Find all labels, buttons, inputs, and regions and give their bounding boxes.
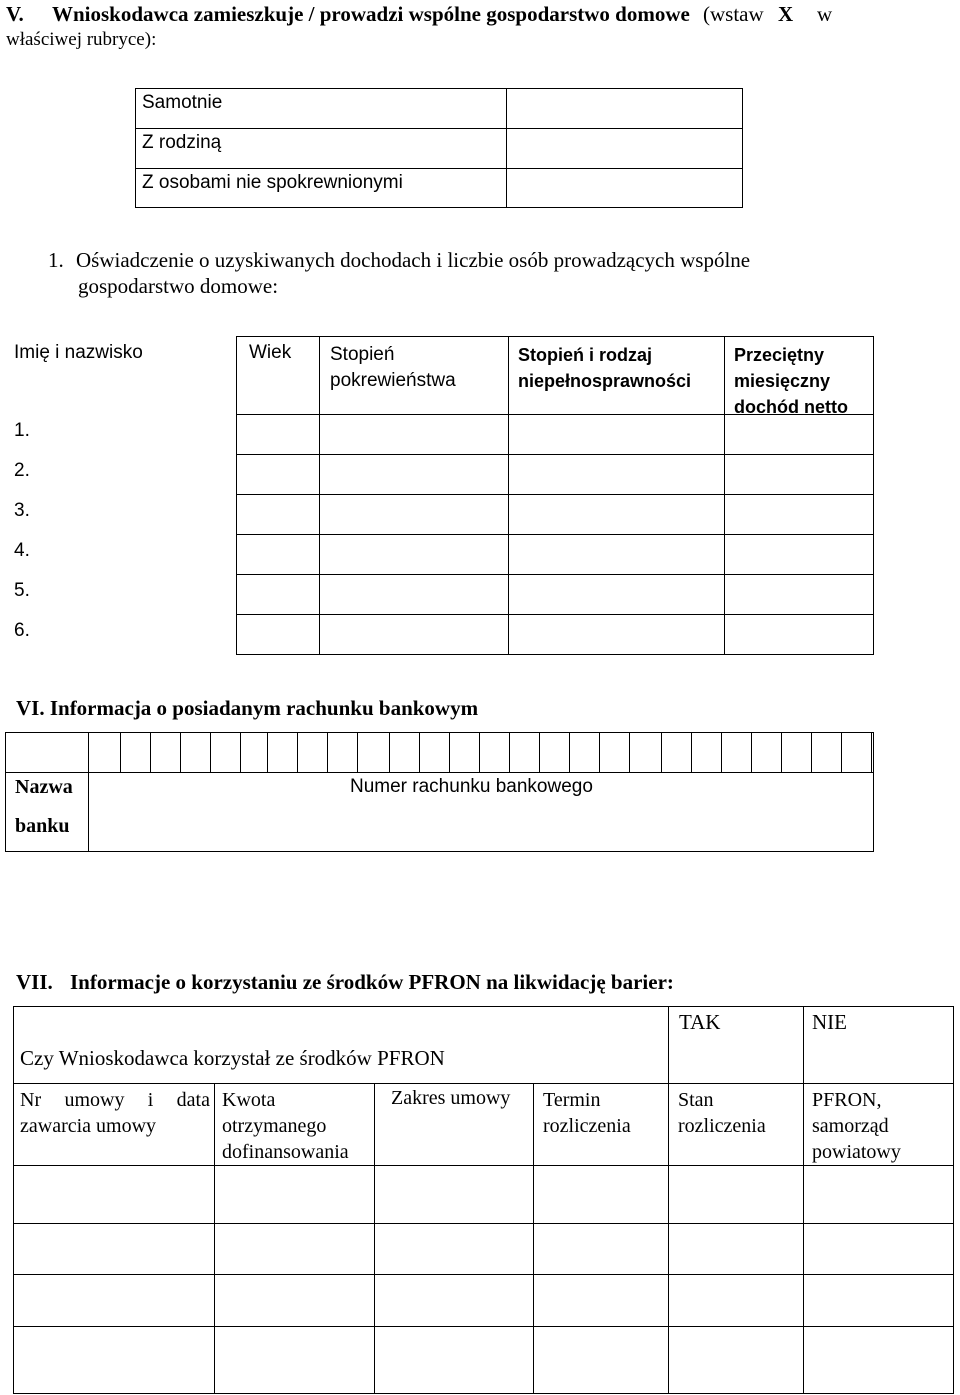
statement-line2: gospodarstwo domowe:: [78, 274, 279, 298]
option-samotnie: Samotnie: [142, 92, 223, 113]
header-scope: Zakres umowy: [391, 1087, 511, 1109]
checkbox-z-osobami[interactable]: [507, 169, 742, 207]
digit-box-divider: [479, 732, 480, 772]
section-v-heading: Wnioskodawca zamieszkuje / prowadzi wspólne gospodarstwo domowe: [52, 2, 690, 26]
no-label: NIE: [812, 1010, 847, 1034]
digit-box-divider: [811, 732, 812, 772]
digit-box-divider: [267, 732, 268, 772]
digit-box-divider: [180, 732, 181, 772]
digit-box-divider: [240, 732, 241, 772]
option-z-osobami: Z osobami nie spokrewnionymi: [142, 172, 403, 193]
digit-box-divider: [419, 732, 420, 772]
section-vii-number: VII.: [16, 970, 53, 994]
digit-box-divider: [449, 732, 450, 772]
bank-name-label: Nazwa: [15, 776, 73, 798]
digit-box-divider: [210, 732, 211, 772]
section-vi-heading: VI. Informacja o posiadanym rachunku bankowym: [16, 696, 479, 720]
digit-box-divider: [721, 732, 722, 772]
digit-box-divider: [841, 732, 842, 772]
header-name: Imię i nazwisko: [14, 342, 143, 363]
digit-box-divider: [509, 732, 510, 772]
header-income: Przeciętny miesięczny dochód netto: [734, 345, 848, 417]
pfron-question: Czy Wnioskodawca korzystał ze środków PFRON: [20, 1046, 445, 1070]
digit-box-divider: [150, 732, 151, 772]
header-disability: Stopień i rodzaj niepełnosprawności: [518, 345, 692, 391]
digit-box-divider: [751, 732, 752, 772]
statement-number: 1.: [48, 248, 64, 272]
header-status: Stan rozliczenia: [678, 1089, 766, 1137]
digit-box-divider: [781, 732, 782, 772]
header-age: Wiek: [249, 342, 292, 363]
pfron-table: [13, 1006, 955, 1394]
digit-box-divider: [661, 732, 662, 772]
digit-box-divider: [327, 732, 328, 772]
digit-box-divider: [871, 732, 872, 772]
yes-label: TAK: [679, 1010, 721, 1034]
option-z-rodzina: Z rodziną: [142, 132, 222, 153]
header-relationship: Stopień pokrewieństwa: [330, 344, 456, 391]
yes-checkbox[interactable]: [669, 1040, 803, 1083]
digit-box-divider: [120, 732, 121, 772]
section-v-heading-line2: właściwej rubryce):: [6, 29, 157, 50]
digit-box-divider: [539, 732, 540, 772]
checkbox-z-rodzina[interactable]: [507, 129, 742, 168]
section-v-heading-tail: (wstaw: [703, 2, 764, 26]
row-number: 1.: [14, 420, 30, 441]
statement-line1: Oświadczenie o uzyskiwanych dochodach i liczbie osób prowadzących wspólne: [76, 248, 751, 272]
header-amount: Kwota otrzymanego dofinansowania: [222, 1089, 349, 1163]
account-number-label: Numer rachunku bankowego: [350, 776, 593, 797]
digit-box-divider: [297, 732, 298, 772]
digit-box-divider: [629, 732, 630, 772]
section-v-number: V.: [6, 2, 24, 26]
bank-name-label-2: banku: [15, 815, 70, 837]
header-deadline: Termin rozliczenia: [543, 1089, 631, 1137]
digit-box-divider: [599, 732, 600, 772]
household-type-table: [135, 88, 743, 208]
digit-box-divider: [88, 732, 89, 772]
bank-account-table: [5, 732, 875, 852]
digit-box-divider: [389, 732, 390, 772]
row-number: 4.: [14, 540, 30, 561]
checkbox-samotnie[interactable]: [507, 89, 742, 128]
header-pfron: PFRON, samorząd powiatowy: [812, 1089, 901, 1163]
row-number: 2.: [14, 460, 30, 481]
no-checkbox[interactable]: [804, 1040, 953, 1083]
section-vii-heading: Informacje o korzystaniu ze środków PFRON na likwidację barier:: [70, 970, 674, 994]
header-contract: Nr umowy i data zawarcia umowy: [20, 1089, 210, 1137]
section-v-heading-x: X: [778, 2, 794, 26]
section-v-heading-w: w: [817, 2, 833, 26]
digit-box-divider: [691, 732, 692, 772]
digit-box-divider: [357, 732, 358, 772]
household-income-table: [0, 336, 875, 656]
row-number: 3.: [14, 500, 30, 521]
row-number: 5.: [14, 580, 30, 601]
row-number: 6.: [14, 620, 30, 641]
digit-box-divider: [569, 732, 570, 772]
